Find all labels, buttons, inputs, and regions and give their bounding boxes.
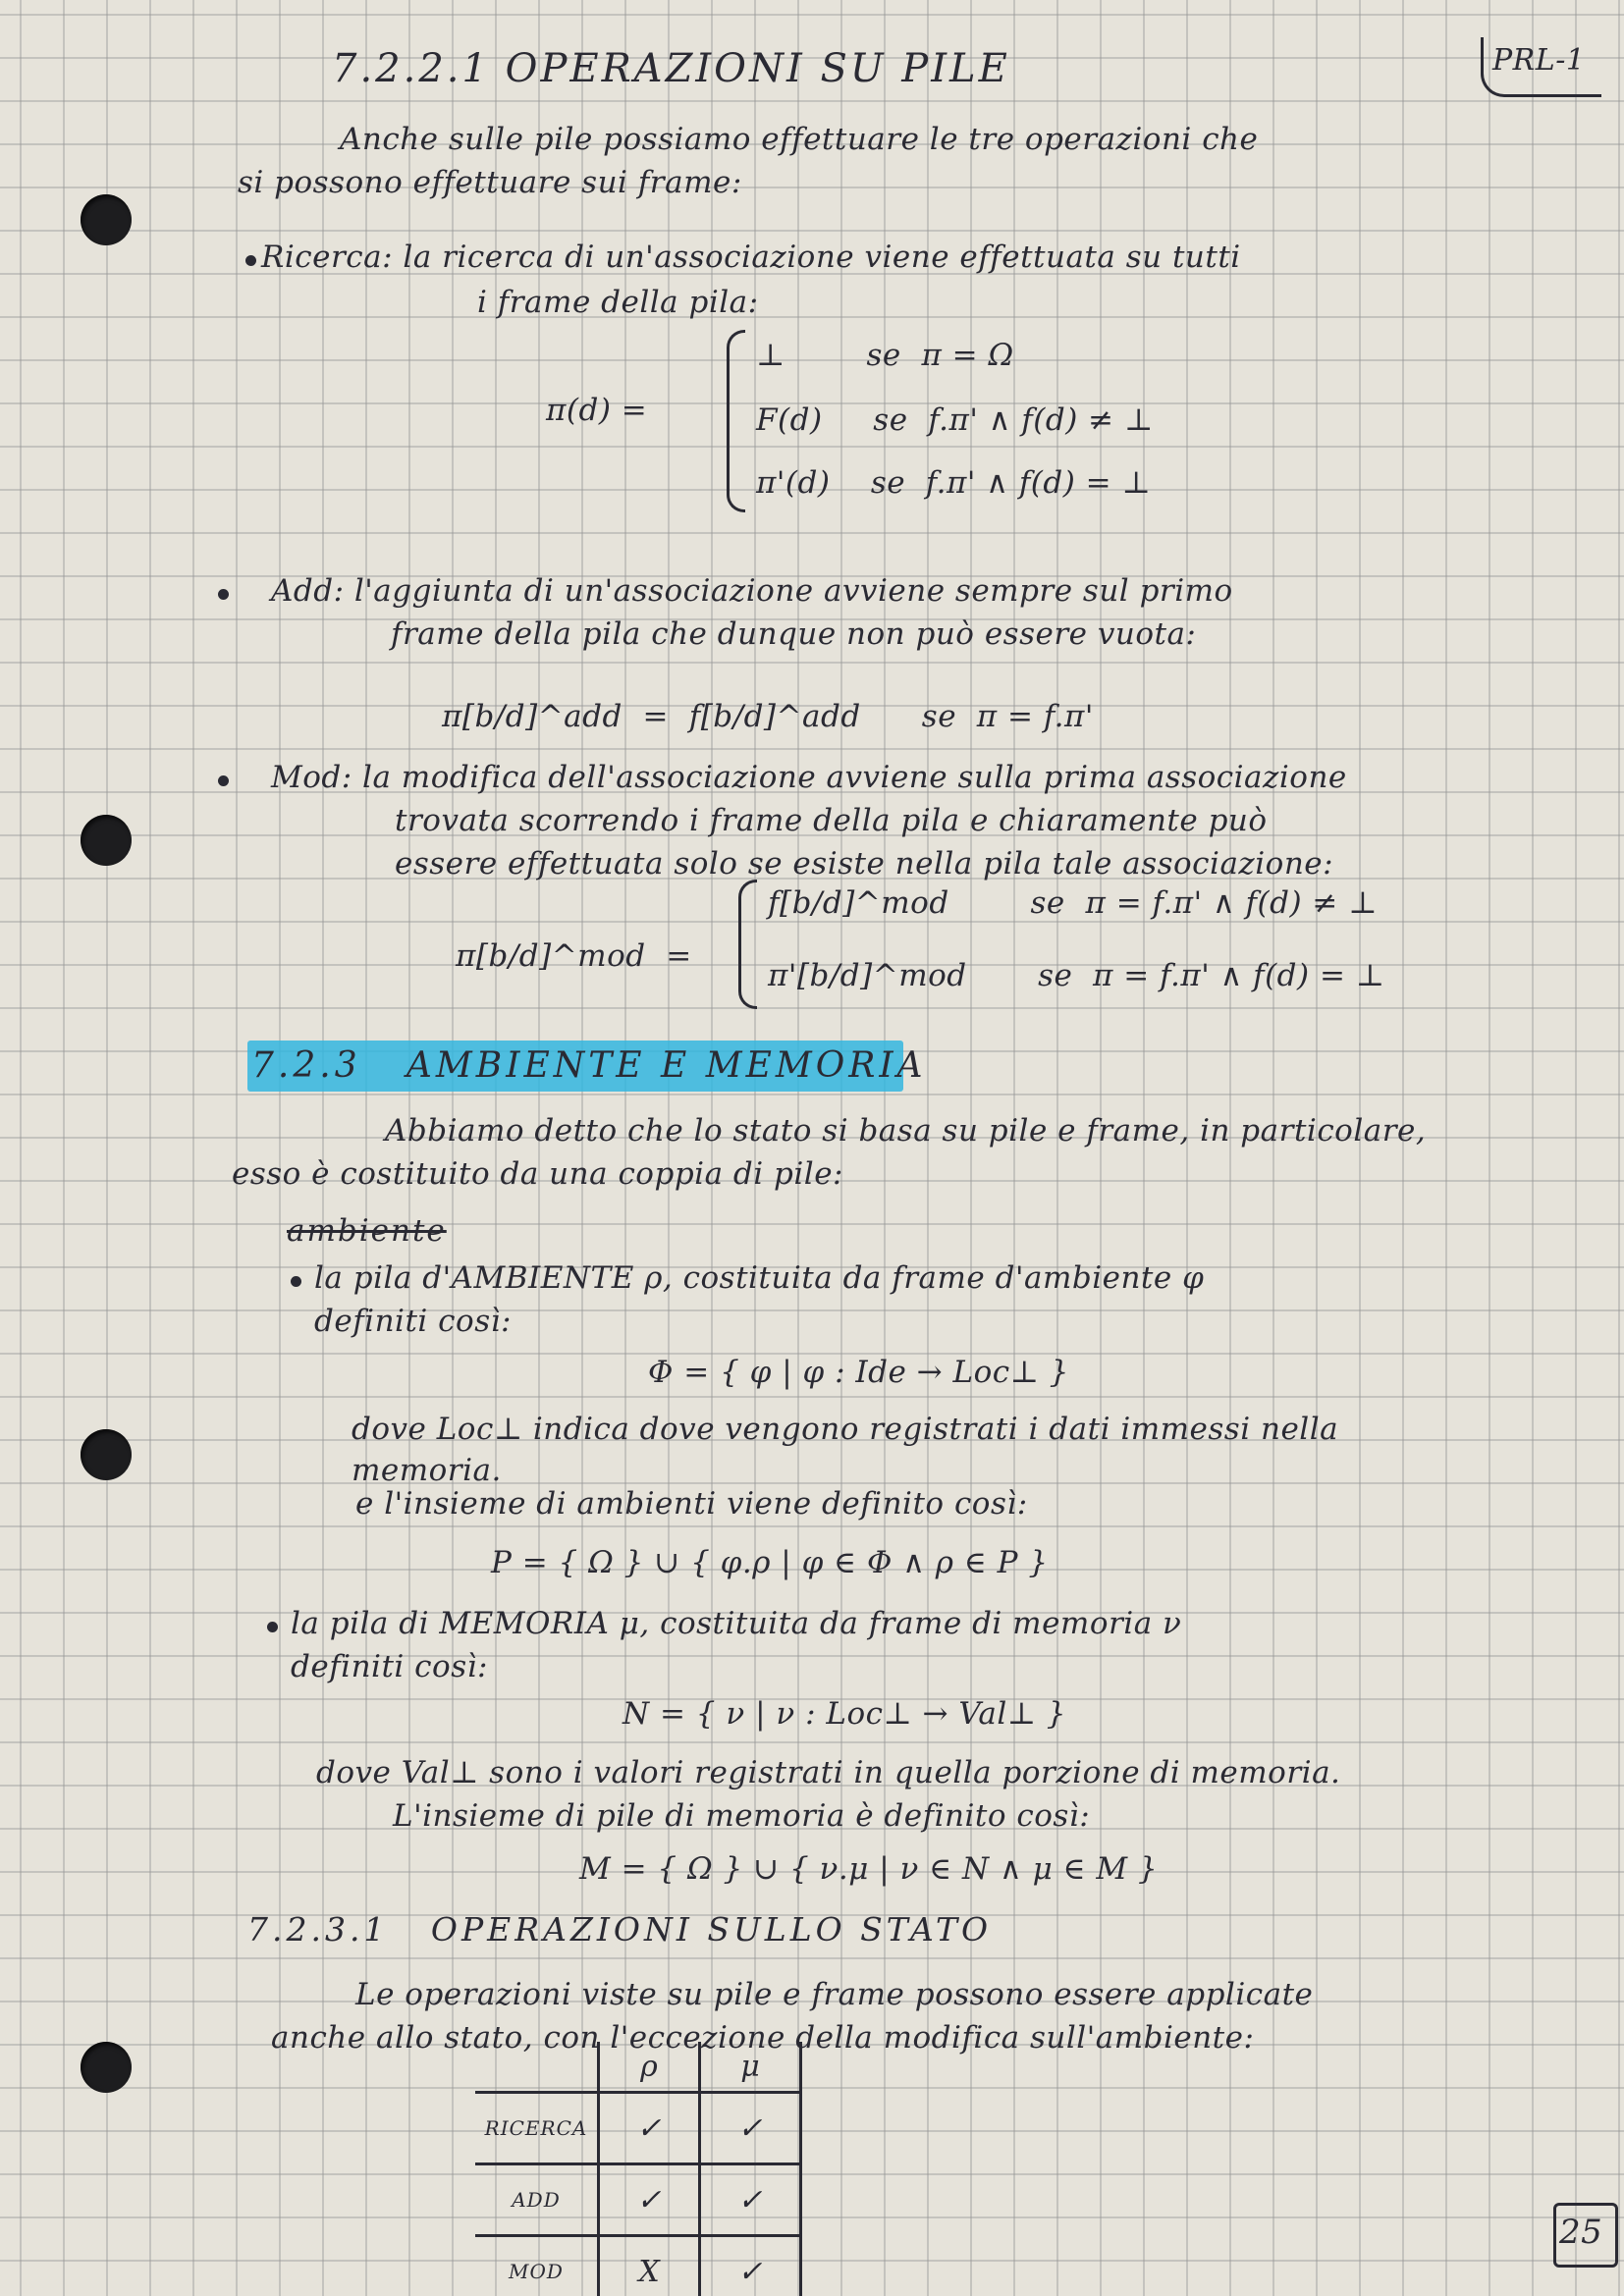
struck-text: ambiente: [287, 1213, 447, 1249]
binder-hole: [81, 815, 132, 866]
binder-hole: [81, 2042, 132, 2093]
memoria-formula: N = { ν | ν : Loc⊥ → Val⊥ }: [623, 1696, 1066, 1732]
subsection-intro-line: Le operazioni viste su pile e frame possono essere applicate: [355, 1977, 1314, 2012]
add-line: Add: l'aggiunta di un'associazione avviene sempre sul primo: [271, 573, 1233, 609]
page-number: 25: [1559, 2213, 1603, 2252]
add-line: frame della pila che dunque non può essere vuota:: [391, 616, 1197, 652]
memoria-line: la pila di MEMORIA μ, costituita da frame di memoria ν: [291, 1606, 1182, 1641]
ricerca-line: Ricerca: la ricerca di un'associazione viene effettuata su tutti: [261, 240, 1241, 275]
intro-line: si possono effettuare sui frame:: [238, 165, 742, 200]
ricerca-case: F(d) se f.π' ∧ f(d) ≠ ⊥: [756, 402, 1154, 438]
table-cell-mu: ✓: [700, 2093, 801, 2164]
mod-case: π'[b/d]^mod se π = f.π' ∧ f(d) = ⊥: [768, 958, 1385, 993]
table-row: [475, 2236, 801, 2296]
ambiente-formula: P = { Ω } ∪ { φ.ρ | φ ∈ Φ ∧ ρ ∈ P }: [491, 1545, 1049, 1580]
table-cell-rho: ✓: [599, 2093, 700, 2164]
table-cell-mu: ✓: [700, 2236, 801, 2296]
ambiente-formula: Φ = { φ | φ : Ide → Loc⊥ }: [648, 1355, 1069, 1390]
ricerca-formula-lhs: π(d) =: [546, 393, 648, 428]
memoria-note: L'insieme di pile di memoria è definito così:: [393, 1798, 1091, 1834]
section-intro-line: esso è costituito da una coppia di pile:: [232, 1156, 843, 1192]
ambiente-note: dove Loc⊥ indica dove vengono registrati i dati immessi nella: [352, 1412, 1339, 1447]
mod-formula-lhs: π[b/d]^mod =: [456, 938, 692, 974]
ricerca-line: i frame della pila:: [477, 285, 759, 320]
mod-line: trovata scorrendo i frame della pila e chiaramente può: [395, 803, 1268, 838]
bullet-icon: [218, 775, 229, 786]
corner-label: PRL-1: [1492, 43, 1586, 78]
memoria-formula: M = { Ω } ∪ { ν.μ | ν ∈ N ∧ μ ∈ M }: [579, 1851, 1159, 1887]
binder-hole: [81, 1429, 132, 1480]
mod-line: essere effettuata solo se esiste nella pila tale associazione:: [395, 846, 1334, 881]
bullet-icon: [218, 589, 229, 600]
ricerca-case: ⊥ se π = Ω: [756, 338, 1014, 373]
brace-icon: [738, 880, 757, 1009]
memoria-line: definiti così:: [291, 1649, 488, 1684]
table-row-label: ADD: [475, 2164, 599, 2236]
binder-hole: [81, 194, 132, 245]
ricerca-case: π'(d) se f.π' ∧ f(d) = ⊥: [756, 465, 1152, 501]
table-header-rho: ρ: [599, 2042, 700, 2093]
bullet-icon: [245, 255, 256, 266]
bullet-icon: [291, 1276, 301, 1287]
table-cell-rho: X: [599, 2236, 700, 2296]
table-header-mu: μ: [700, 2042, 801, 2093]
mod-line: Mod: la modifica dell'associazione avviene sulla prima associazione: [271, 760, 1347, 795]
add-formula: π[b/d]^add = f[b/d]^add se π = f.π': [442, 699, 1094, 734]
brace-icon: [727, 330, 745, 512]
bullet-icon: [267, 1622, 278, 1632]
subsection-intro-line: anche allo stato, con l'eccezione della modifica sull'ambiente:: [271, 2020, 1255, 2056]
memoria-note: dove Val⊥ sono i valori registrati in quella porzione di memoria.: [316, 1755, 1341, 1790]
ambiente-note: memoria.: [352, 1453, 502, 1488]
table-row-label: RICERCA: [475, 2093, 599, 2164]
section-title: 7.2.3 AMBIENTE E MEMORIA: [251, 1045, 927, 1086]
subsection-title: 7.2.3.1 OPERAZIONI SULLO STATO: [247, 1910, 993, 1949]
table-row: [475, 2164, 801, 2236]
ambiente-line: la pila d'AMBIENTE ρ, costituita da frame d'ambiente φ: [314, 1260, 1205, 1296]
table-row-label: MOD: [475, 2236, 599, 2296]
page-title: 7.2.2.1 OPERAZIONI SU PILE: [332, 46, 1010, 91]
operations-table: [475, 2042, 802, 2296]
table-row: [475, 2093, 801, 2164]
table-header-row: [475, 2042, 801, 2093]
mod-case: f[b/d]^mod se π = f.π' ∧ f(d) ≠ ⊥: [768, 885, 1378, 921]
intro-line: Anche sulle pile possiamo effettuare le tre operazioni che: [340, 122, 1259, 157]
table-corner-cell: [475, 2042, 599, 2093]
table-cell-mu: ✓: [700, 2164, 801, 2236]
ambiente-line: definiti così:: [314, 1304, 512, 1339]
table-cell-rho: ✓: [599, 2164, 700, 2236]
ambiente-note: e l'insieme di ambienti viene definito così:: [355, 1486, 1028, 1522]
section-intro-line: Abbiamo detto che lo stato si basa su pile e frame, in particolare,: [385, 1113, 1427, 1148]
